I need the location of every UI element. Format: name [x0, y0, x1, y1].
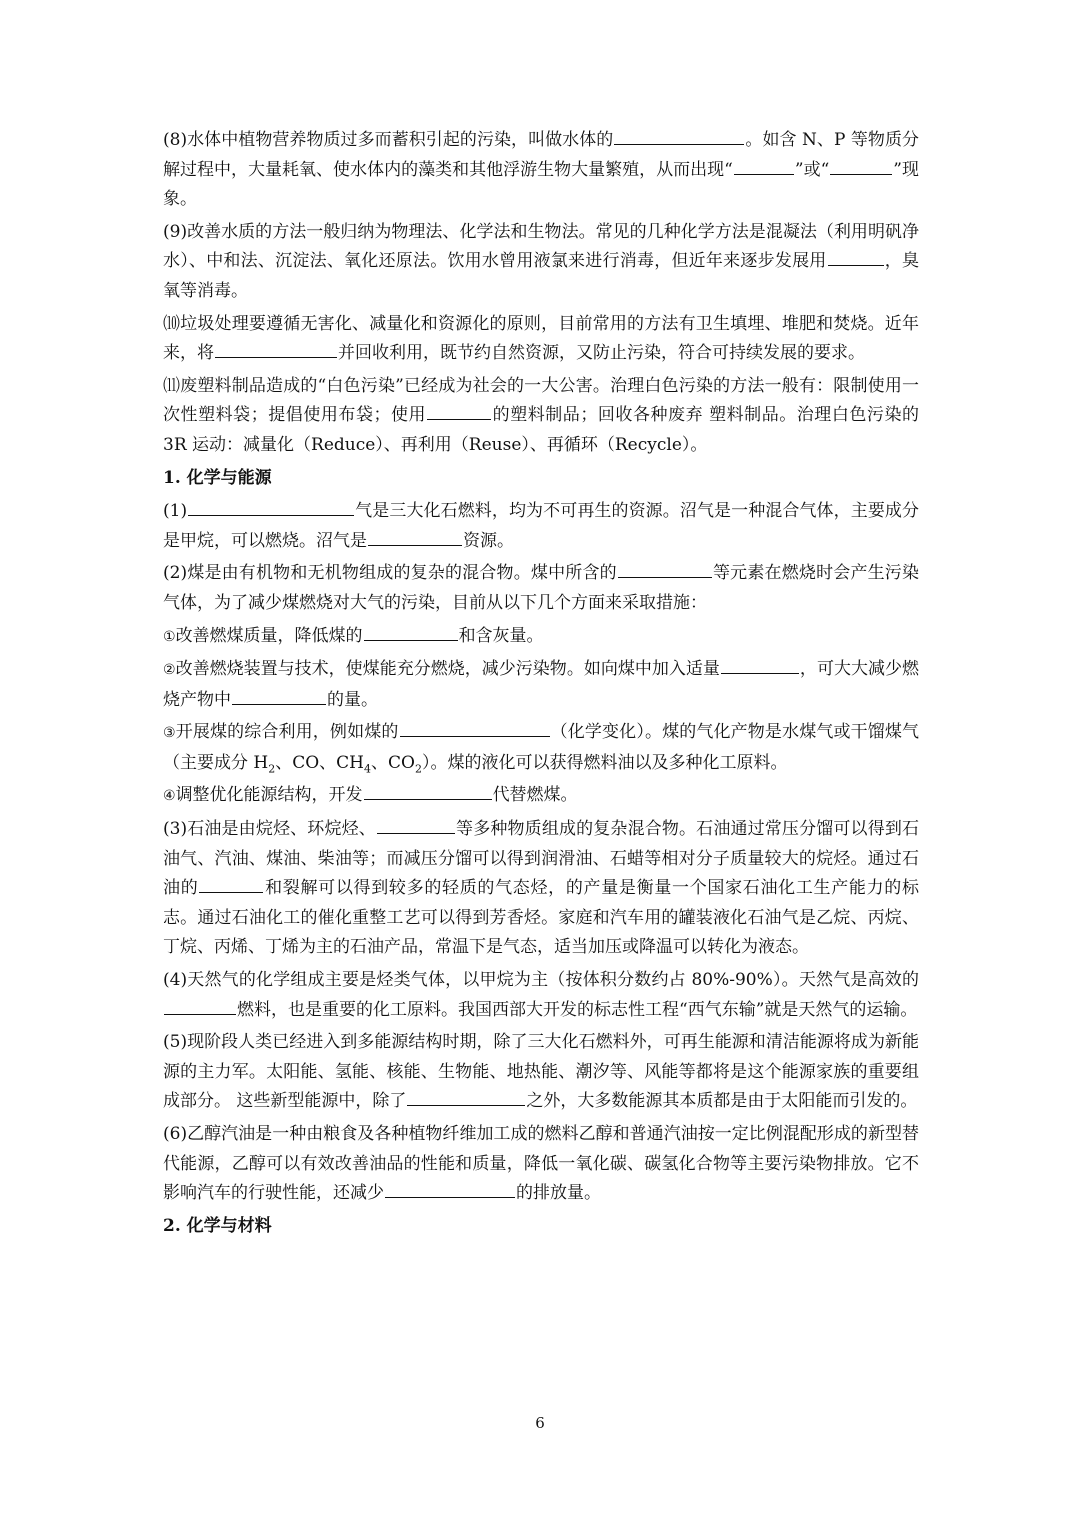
list-marker: ③ [163, 725, 176, 742]
page-number: 6 [535, 1414, 545, 1432]
paragraph-e2c [163, 718, 919, 778]
fill-in-blank[interactable] [618, 561, 712, 578]
text-run: 等元素在燃烧时会产生污染气体，为了减少煤燃烧对大气的污染，目前从以下几个方面来采取措施： [163, 563, 919, 613]
fill-in-blank[interactable] [377, 817, 455, 834]
list-marker: ④ [163, 788, 176, 805]
text-run: 和裂解可以得到较多的轻质的气态烃，的产量是衡量一个国家石油化工生产能力的标志。通过石油化工的催化重整工艺可以得到芳香烃。家庭和汽车用的罐装液化石油气是乙烷、丙烷、丁烷、丙烯、丁烯为主的石油产品，常温下是气态，适当加压或降温可以转化为液态。 [163, 878, 920, 958]
paragraph-e3 [163, 815, 919, 963]
fill-in-blank[interactable] [427, 403, 491, 420]
text-run: 之外，大多数能源其本质都是由于太阳能而引发的。 [526, 1091, 918, 1112]
text-run: 和含灰量。 [458, 625, 544, 646]
subscript: 2 [268, 762, 276, 776]
paragraph-p11 [163, 372, 919, 461]
text-run: 2. 化学与材料 [163, 1215, 272, 1236]
fill-in-blank[interactable] [828, 249, 884, 266]
text-run: ”或“ [794, 159, 830, 180]
fill-in-blank[interactable] [164, 998, 236, 1015]
subscript: 4 [364, 762, 372, 776]
list-marker: ② [163, 662, 176, 679]
fill-in-blank[interactable] [188, 499, 354, 516]
paragraph-e2 [163, 559, 919, 618]
paragraph-e4 [163, 966, 919, 1025]
text-run: （化学变化）。煤的气化产物是水煤气或干馏煤气（主要成分 H [163, 722, 920, 773]
text-run: 改善燃烧装置与技术，使煤能充分燃烧，减少污染物。如向煤中加入适量 [175, 659, 720, 680]
text-run: 开展煤的综合利用，例如煤的 [175, 722, 399, 743]
paragraph-e2b [163, 655, 919, 715]
text-run: 。如含 N、P 等物质分解过程中，大量耗氧、使水体内的藻类和其他浮游生物大量繁殖，从而出现“ [163, 130, 919, 180]
text-run: ）。煤的液化可以获得燃料油以及多种化工原料。 [421, 752, 788, 773]
text-run: 的排放量。 [516, 1183, 601, 1204]
text-run: 的塑料制品；回收各种废弃 塑料制品。治理白色污染的 3R 运动：减量化（Reduce）、再利用（Reuse）、再循环（Recycle）。 [163, 405, 920, 455]
text-run: 1. 化学与能源 [163, 467, 272, 488]
paragraph-e6 [163, 1120, 919, 1209]
text-run: 、CO [371, 752, 415, 773]
fill-in-blank[interactable] [407, 1089, 525, 1106]
paragraph-e2d [163, 781, 919, 812]
text-run: 改善燃煤质量，降低煤的 [175, 625, 363, 646]
text-run: 气是三大化石燃料，均为不可再生的资源。沼气是一种混合气体，主要成分是甲烷，可以燃烧。沼气是 [163, 501, 919, 551]
text-run: 资源。 [463, 530, 514, 551]
fill-in-blank[interactable] [368, 529, 462, 546]
paragraph-e2a [163, 622, 919, 653]
fill-in-blank[interactable] [721, 657, 799, 674]
text-run: (5)现阶段人类已经进入到多能源结构时期，除了三大化石燃料外，可再生能源和清洁能源将成为新能源的主力军。太阳能、氢能、核能、生物能、地热能、潮汐等、风能等都将是这个能源家族的重要组成部分。 这些新型能源中，除了 [163, 1032, 919, 1112]
fill-in-blank[interactable] [400, 720, 550, 737]
section-heading [163, 1212, 919, 1242]
fill-in-blank[interactable] [232, 688, 326, 705]
fill-in-blank[interactable] [830, 158, 892, 175]
text-run: ，臭氧等消毒。 [163, 251, 920, 301]
text-run: 、CO、CH [275, 752, 365, 773]
text-run: (1) [163, 501, 188, 522]
fill-in-blank[interactable] [614, 128, 744, 145]
text-run: (9)改善水质的方法一般归纳为物理法、化学法和生物法。常见的几种化学方法是混凝法（利用明矾净水）、中和法、沉淀法、氧化还原法。饮用水曾用液氯来进行消毒，但近年来逐步发展用 [163, 221, 919, 272]
fill-in-blank[interactable] [734, 158, 794, 175]
subscript: 2 [414, 762, 422, 776]
text-run: ⑽垃圾处理要遵循无害化、减量化和资源化的原则，目前常用的方法有卫生填埋、堆肥和焚烧。近年来，将 [163, 313, 919, 364]
text-run: (8)水体中植物营养物质过多而蓄积引起的污染，叫做水体的 [163, 130, 614, 150]
text-run: ”现象。 [163, 159, 919, 210]
text-run: (3)石油是由烷烃、环烷烃、 [163, 819, 376, 840]
list-marker: ① [163, 628, 176, 645]
text-run: 燃料，也是重要的化工原料。我国西部大开发的标志性工程“西气东输”就是天然气的运输。 [237, 999, 918, 1020]
text-run: ，可大大减少燃烧产物中 [163, 659, 919, 710]
text-run: (6)乙醇汽油是一种由粮食及各种植物纤维加工成的燃料乙醇和普通汽油按一定比例混配形成的新型替代能源，乙醇可以有效改善油品的性能和质量，降低一氧化碳、碳氢化合物等主要污染物排放。它不影响汽车的行驶性能，还减少 [163, 1124, 919, 1204]
fill-in-blank[interactable] [364, 783, 492, 800]
fill-in-blank[interactable] [364, 624, 458, 641]
paragraph-e5 [163, 1028, 919, 1117]
fill-in-blank[interactable] [199, 876, 263, 893]
text-run: 代替燃煤。 [492, 785, 578, 806]
paragraph-e1 [163, 497, 919, 556]
page-content [163, 126, 919, 1245]
text-run: (4)天然气的化学组成主要是烃类气体，以甲烷为主（按体积分数约占 80%-90%）。天然气是高效的 [163, 970, 919, 991]
text-run: ⑾废塑料制品造成的“白色污染”已经成为社会的一大公害。治理白色污染的方法一般有：限制使用一次性塑料袋；提倡使用布袋；使用 [163, 375, 919, 426]
text-run: 的量。 [327, 689, 378, 710]
fill-in-blank[interactable] [385, 1181, 515, 1198]
text-run: (2)煤是由有机物和无机物组成的复杂的混合物。煤中所含的 [163, 563, 617, 584]
text-run: 调整优化能源结构，开发 [175, 785, 363, 806]
paragraph-p9 [163, 218, 919, 307]
text-run: 并回收利用，既节约自然资源，又防止污染，符合可持续发展的要求。 [338, 343, 865, 364]
text-run: 等多种物质组成的复杂混合物。石油通过常压分馏可以得到石油气、汽油、煤油、柴油等；而减压分馏可以得到润滑油、石蜡等相对分子质量较大的烷烃。通过石油的 [163, 819, 919, 899]
section-heading [163, 464, 919, 494]
paragraph-p10 [163, 310, 919, 369]
paragraph-p8 [163, 126, 919, 215]
fill-in-blank[interactable] [215, 341, 337, 358]
